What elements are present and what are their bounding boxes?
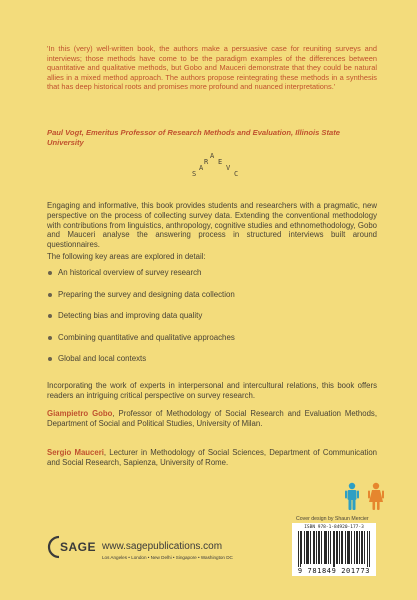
author-name: Giampietro Gobo xyxy=(47,409,113,418)
barcode-icon xyxy=(298,531,370,567)
author-bio-text: , Lecturer in Methodology of Social Sciences, Department of Communication and Social Research, Sapienza, University of Rome. xyxy=(47,448,377,467)
scatter-letter: C xyxy=(234,170,239,178)
key-areas-heading: The following key areas are explored in detail: xyxy=(47,252,206,261)
publisher-url[interactable]: www.sagepublications.com xyxy=(102,541,223,552)
list-item: Combining quantitative and qualitative approaches xyxy=(47,333,377,343)
scatter-letter: R xyxy=(204,158,209,166)
author-bio-gobo xyxy=(47,409,377,429)
author-bio-text: , Professor of Methodology of Social Research and Evaluation Methods, Department of Social and Political Studies, University of Milan. xyxy=(47,409,377,428)
intro-paragraph: Engaging and informative, this book provides students and researchers with a pragmatic, new perspective on the process of collecting survey data. Extending the conventional methodology with contributions from linguistics, anthropology, cognitive studies and ethnomethodology, Gobo and Mauceri analyse the answering process in structured interviews built around questionnaires. xyxy=(47,201,377,250)
endorsement-author: Paul Vogt, Emeritus Professor of Research Methods and Evaluation, Illinois State University xyxy=(47,128,340,147)
scatter-letter: A xyxy=(199,164,204,172)
scatter-letter: S xyxy=(192,170,197,178)
isbn-text: ISBN 978-1-84920-177-3 xyxy=(304,525,364,530)
publisher-name: SAGE xyxy=(60,540,97,554)
endorsement-quote: 'In this (very) well-written book, the authors make a persuasive case for reuniting surveys and interviews; those methods have come to be the paradigm examples of the differences between quantitative and qualitative methods, but Gobo and Mauceri demonstrate that they could be natural allies in a mixed method approach. The authors propose reintegrating these methods in a synthesis that has deep historical roots and promises more profound and nuanced interpretations.' xyxy=(47,44,377,91)
list-item: Global and local contexts xyxy=(47,354,377,364)
scatter-letter: V xyxy=(226,164,231,172)
barcode-digits: 9 781849 201773 xyxy=(297,567,371,575)
list-item: Detecting bias and improving data quality xyxy=(47,311,377,321)
closing-paragraph: Incorporating the work of experts in interpersonal and intercultural relations, this book offers readers an intriguing critical perspective on survey research. xyxy=(47,381,377,400)
barcode-box xyxy=(292,523,376,576)
author-bio-mauceri xyxy=(47,448,377,468)
key-areas-list xyxy=(47,268,377,376)
list-item: Preparing the survey and designing data collection xyxy=(47,290,377,300)
publisher-cities: Los Angeles • London • New Delhi • Singapore • Washington DC xyxy=(102,555,233,560)
list-item: An historical overview of survey research xyxy=(47,268,377,278)
female-figure-icon xyxy=(368,483,384,510)
author-name: Sergio Mauceri xyxy=(47,448,104,457)
scattered-letters xyxy=(190,152,250,192)
cover-design-credit: Cover design by Shaun Mercier xyxy=(296,516,369,522)
people-figures xyxy=(340,482,390,512)
scatter-letter: A xyxy=(210,152,215,160)
male-figure-icon xyxy=(345,483,359,510)
scatter-letter: E xyxy=(218,158,223,166)
